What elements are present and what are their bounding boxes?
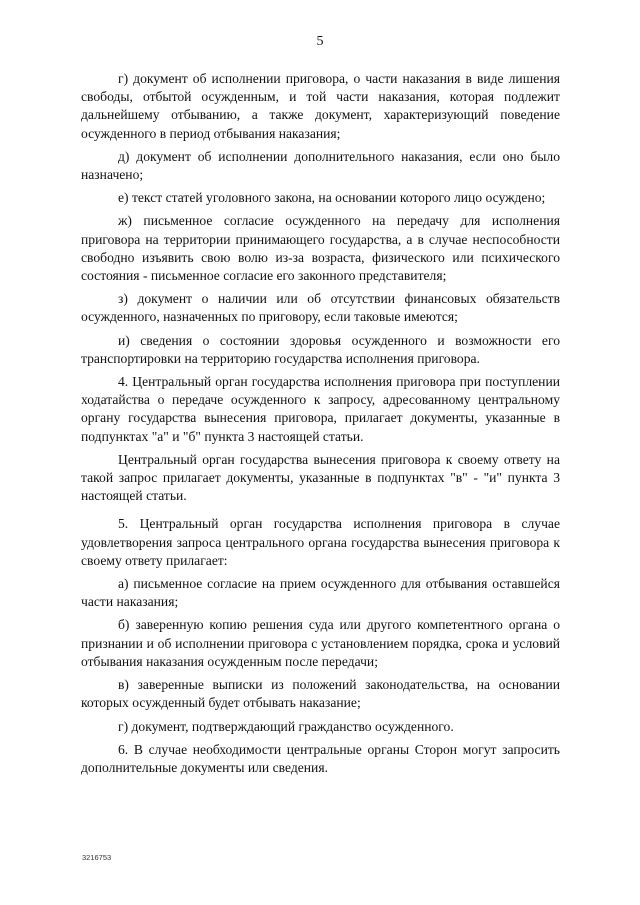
paragraph-z-financial-obligations: з) документ о наличии или об отсутствии финансовых обязательств осужденного, назначенных по приговору, если таковые имеются; (81, 291, 560, 325)
document-body (81, 70, 560, 782)
page-number: 5 (316, 34, 324, 49)
document-code: 3216753 (82, 853, 112, 862)
paragraph-6-additional-documents: 6. В случае необходимости центральные органы Сторон могут запросить дополнительные документы или сведения. (81, 741, 560, 775)
paragraph-b-court-decision-copy: б) заверенную копию решения суда или другого компетентного органа о признании и об исполнении приговора с установлением порядка, срока и условий отбывания наказания осужденным после передачи; (81, 617, 560, 669)
paragraph-zh-written-consent: ж) письменное согласие осужденного на передачу для исполнения приговора на территории принимающего государства, а в случае неспособности свободно изъявить свою волю из-за возраста, физического или психического состояния - письменное согласие его законного представителя; (81, 213, 560, 284)
paragraph-g-citizenship-document: г) документ, подтверждающий гражданство осужденного. (118, 718, 454, 734)
paragraph-5-central-authority-response: 5. Центральный орган государства исполнения приговора в случае удовлетворения запроса центрального органа государства вынесения приговора к своему ответу прилагает: (81, 516, 560, 568)
paragraph-i-health-information: и) сведения о состоянии здоровья осужденного и возможности его транспортировки на территорию государства исполнения приговора. (81, 332, 560, 366)
paragraph-central-authority-sentencing: Центральный орган государства вынесения приговора к своему ответу на такой запрос прилагает документы, указанные в подпунктах "в" - "и" пункта 3 настоящей статьи. (81, 451, 560, 504)
paragraph-d-additional-punishment: д) документ об исполнении дополнительного наказания, если оно было назначено; (81, 148, 560, 183)
paragraph-a-consent-to-accept: а) письменное согласие на прием осужденного для отбывания оставшейся части наказания; (81, 576, 560, 610)
paragraph-v-legislation-extracts: в) заверенные выписки из положений законодательства, на основании которых осужденный будет отбывать наказание; (81, 677, 560, 711)
paragraph-e-criminal-law-text: е) текст статей уголовного закона, на основании которого лицо осуждено; (118, 190, 546, 206)
paragraph-4-central-authority-execution: 4. Центральный орган государства исполнения приговора при поступлении ходатайства о передаче осужденного к запросу, адресованному центральному органу государства вынесения приговора, прилагает документы, указанные в подпунктах "а" и "б" пункта 3 настоящей статьи. (81, 374, 560, 444)
paragraph-g-execution-document: г) документ об исполнении приговора, о части наказания в виде лишения свободы, отбытой осужденным, и той части наказания, которая подлежит дальнейшему отбыванию, а также документ, характеризующий поведение осужденного в период отбывания наказания; (81, 71, 560, 141)
